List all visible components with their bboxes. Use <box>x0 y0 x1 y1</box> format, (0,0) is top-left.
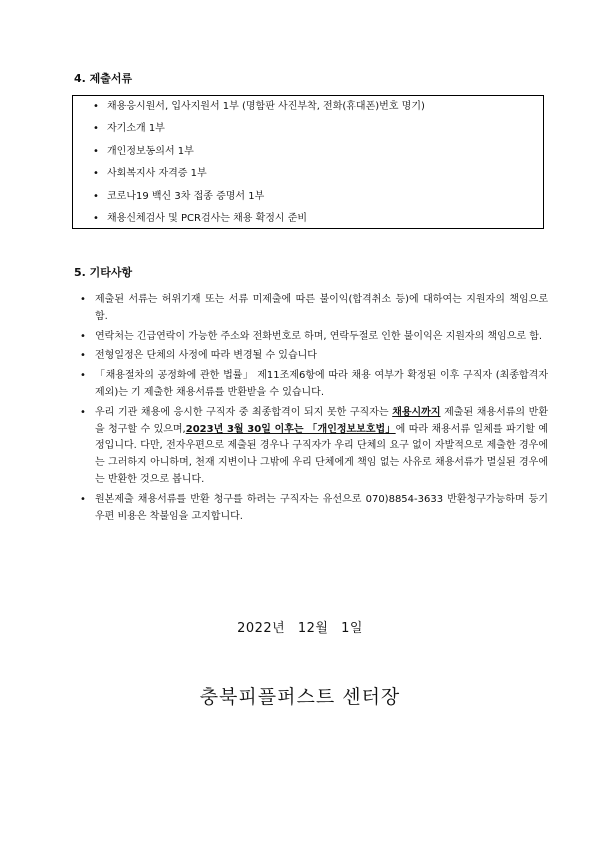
note-text: 전형일정은 단체의 사정에 따라 변경될 수 있습니다 <box>95 350 317 362</box>
list-item-text: 자기소개 1부 <box>107 123 165 135</box>
note-emphasis: 2023년 3월 30일 이후는 「개인정보보호법」 <box>185 423 396 435</box>
list-item-text: 개인정보동의서 1부 <box>107 145 194 157</box>
note-item <box>78 492 548 526</box>
note-text: 「채용절차의 공정화에 관한 법률」 제11조제6항에 따라 채용 여부가 확정된 이후 구직자 (최종합격자제외)는 기 제출한 채용서류를 반환받을 수 있습니다. <box>95 370 548 398</box>
note-text: 원본제출 채용서류를 반환 청구를 하려는 구직자는 유선으로 070)8854-3633 반환청구가능하며 등기우편 비용은 착불임을 고지합니다. <box>95 493 548 522</box>
bullet: • <box>80 294 86 305</box>
section-4-title: 4. 제출서류 <box>74 72 133 85</box>
note-item <box>78 292 548 326</box>
list-item <box>93 211 543 233</box>
list-item <box>93 189 543 211</box>
bullet: • <box>80 406 86 418</box>
bullet: • <box>80 370 86 382</box>
note-item <box>78 368 548 402</box>
note-item <box>78 348 548 365</box>
signature: 충북피플퍼스트 센터장 <box>199 686 401 708</box>
note-item <box>78 405 548 489</box>
note-text: 에 따라 채용서류 일체를 파기할 예정입니다. 다만, 전자우편으로 제출된 경우나 구직자가 우리 단체의 요구 없이 자발적으로 제출한 경우에는 그러하지 아니하며, 천재 지변이나 그밖에 우리 단체에게 책임 없는 사유로 채용서류가 멸실된 경우에는 반환한 것으로 봅니다. <box>95 423 549 485</box>
note-emphasis: 채용시까지 <box>392 406 441 418</box>
list-item <box>93 144 543 166</box>
list-item-text: 채용신체검사 및 PCR검사는 채용 확정시 준비 <box>107 212 308 224</box>
required-documents-box <box>72 95 544 229</box>
note-text: 우리 기관 채용에 응시한 구직자 중 최종합격이 되지 못한 구직자는 <box>95 406 393 418</box>
other-notes <box>78 292 548 528</box>
bullet: • <box>80 493 86 505</box>
note-text: 제출된 채용서류의 반환을 청구할 수 있으며, <box>95 406 549 435</box>
bullet: • <box>93 145 99 157</box>
list-item <box>93 99 543 121</box>
bullet: • <box>80 350 86 362</box>
required-documents-list <box>93 99 543 233</box>
list-item <box>93 121 543 143</box>
list-item <box>93 166 543 188</box>
note-text: 연락처는 긴급연락이 가능한 주소와 전화번호로 하며, 연락두절로 인한 불이익은 지원자의 책임으로 함. <box>95 330 543 342</box>
bullet: • <box>93 101 99 112</box>
section-5-title: 5. 기타사항 <box>74 266 133 279</box>
list-item-text: 사회복지사 자격증 1부 <box>107 168 207 180</box>
bullet: • <box>93 212 99 224</box>
bullet: • <box>93 168 99 180</box>
list-item-text: 채용응시원서, 입사지원서 1부 (명함판 사진부착, 전화(휴대폰)번호 명기) <box>107 101 425 112</box>
bullet: • <box>80 330 86 342</box>
note-text: 제출된 서류는 허위기재 또는 서류 미제출에 따른 불이익(합격취소 등)에 대하여는 지원자의 책임으로 함. <box>95 294 548 322</box>
note-item <box>78 329 548 346</box>
notes-list <box>78 292 548 525</box>
bullet: • <box>93 123 99 135</box>
list-item-text: 코로나19 백신 3차 접종 증명서 1부 <box>107 190 265 202</box>
bullet: • <box>93 190 99 202</box>
issue-date: 2022년 12월 1일 <box>237 621 363 636</box>
